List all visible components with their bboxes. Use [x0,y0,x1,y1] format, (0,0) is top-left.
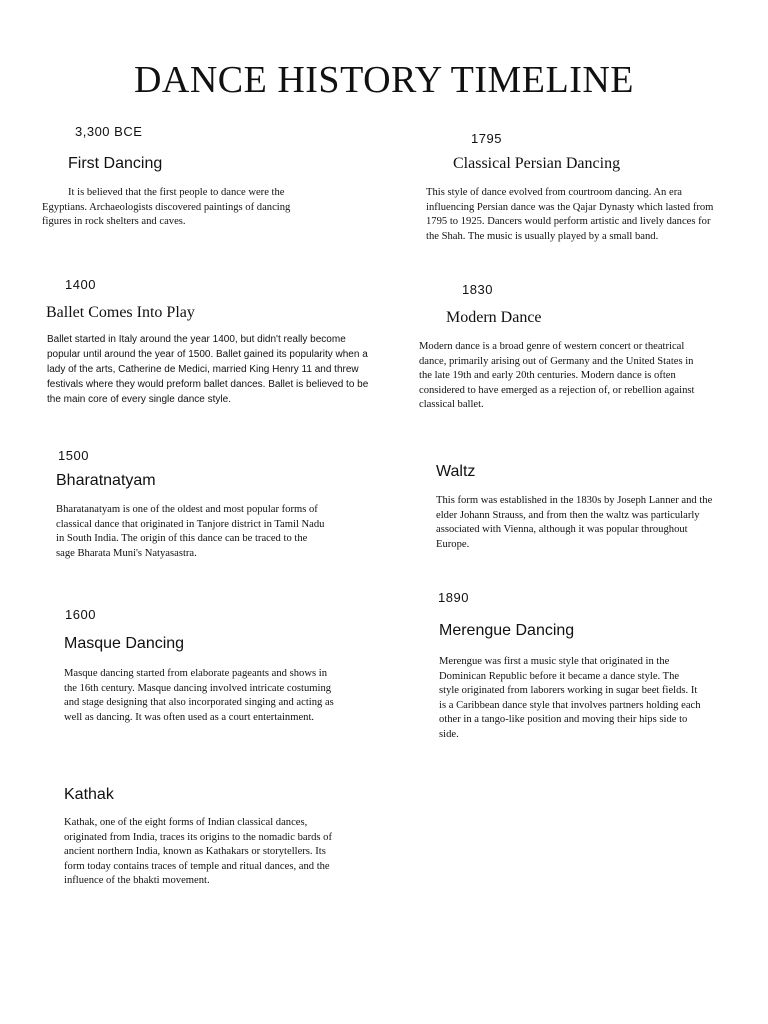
entry-text: Ballet started in Italy around the year 1400, but didn't really become popular until around the year of 1500. Ballet gained its popularity when a lady of the arts, Catherine de Medici, married King Henry 11 and threw festivals where they would preform ballet dances. Ballet is believed to be the main core of every single dance style. [47,334,369,405]
entry-text: Kathak, one of the eight forms of Indian classical dances, originated from India, traces its origins to the nomadic bards of ancient northern India, known as Kathakars or storytellers. Its form today contains traces of temple and ritual dances, and the influence of the bhakti movement. [64,817,333,886]
entry-heading: Bharatnatyam [56,472,156,489]
entry-text: Masque dancing started from elaborate pageants and shows in the 16th century. Masque dancing involved intricate costuming and stage designing that also incorporated singing and acting as well as dancing. It was often used as a court entertainment. [64,668,334,723]
entry-text: It is believed that the first people to dance were the Egyptians. Archaeologists discovered paintings of dancing figures in rock shelters and caves. [42,187,291,227]
entry-year: 3,300 BCE [75,124,143,139]
entry-heading: First Dancing [68,155,163,172]
entry-year: 1830 [462,282,493,297]
entry-heading: Ballet Comes Into Play [46,304,195,321]
entry-year: 1600 [65,607,96,622]
entry-heading: Kathak [64,786,114,803]
page-title: DANCE HISTORY TIMELINE [133,59,635,101]
entry-year: 1400 [65,277,96,292]
entry-text: Bharatanatyam is one of the oldest and most popular forms of classical dance that originated in Tanjore district in Tamil Nadu in South India. The origin of this dance can be traced to the sage Bharata Muni's Natyasastra. [56,504,325,559]
entry-heading: Modern Dance [446,309,542,326]
entry-year: 1890 [438,590,469,605]
entry-text: This style of dance evolved from courtroom dancing. An era influencing Persian dance was the Qajar Dynasty which lasted from 1795 to 1925. Dancers would perform artistic and lively dances for the Shah. The music is usually played by a small band. [426,187,714,242]
entry-heading: Classical Persian Dancing [453,155,621,172]
entry-text: Merengue was first a music style that originated in the Dominican Republic before it became a dance style. The style originated from laborers working in sugar beet fields. It is a Caribbean dance style that involves partners holding each other in a tango-like position and moving their hips side to side. [439,656,701,740]
entry-year: 1500 [58,448,89,463]
entry-text: Modern dance is a broad genre of western concert or theatrical dance, primarily arising out of Germany and the United States in the late 19th and early 20th centuries. Modern dance is often considered to have emerged as a rejection of, or rebellion against classical ballet. [419,341,695,410]
entry-heading: Masque Dancing [64,635,185,652]
entry-year: 1795 [471,131,502,146]
entry-heading: Waltz [436,463,476,480]
entry-heading: Merengue Dancing [439,622,575,639]
entry-text: This form was established in the 1830s by Joseph Lanner and the elder Johann Strauss, and from then the waltz was particularly associated with Vienna, although it was popular throughout Europe. [436,495,713,550]
